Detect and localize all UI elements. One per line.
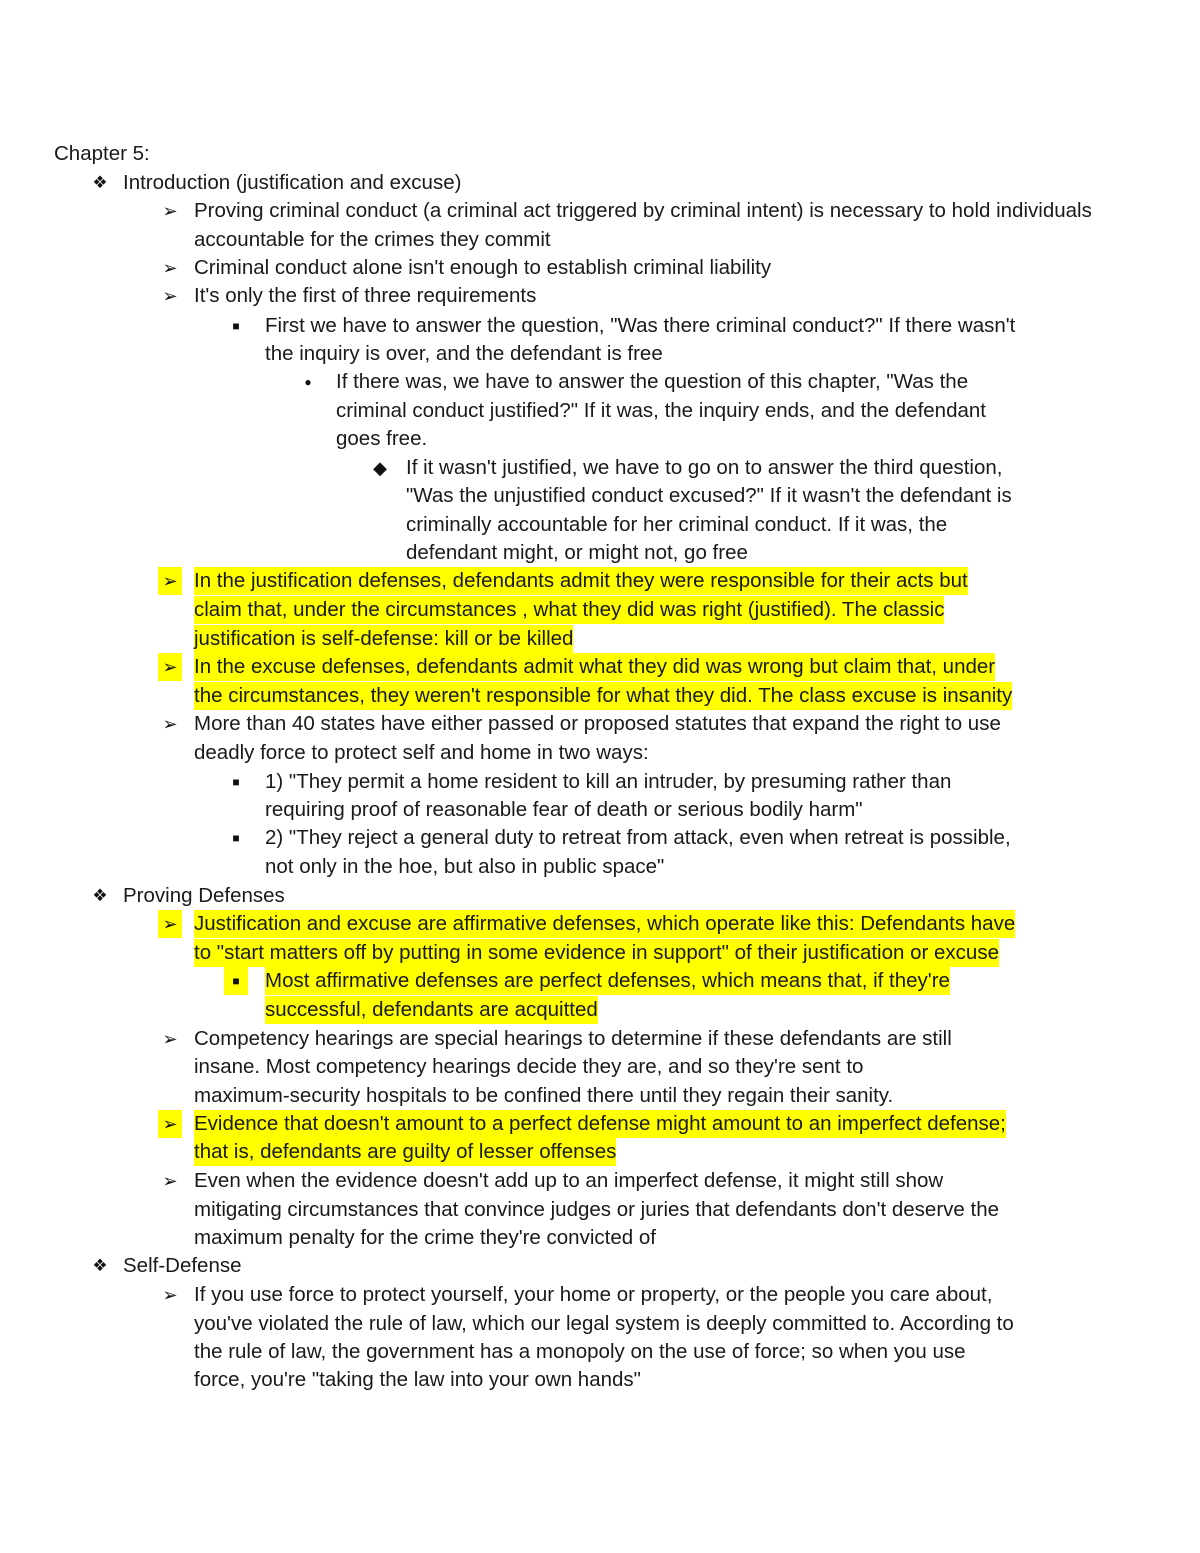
- list-item-line: Proving criminal conduct (a criminal act triggered by criminal intent) is necessary to hold individuals: [194, 199, 1092, 222]
- arrow-bullet-icon: ➢: [162, 1029, 178, 1049]
- list-item-line: goes free.: [336, 427, 428, 450]
- arrow-bullet-icon: ➢: [162, 258, 178, 278]
- list-item-line: maximum penalty for the crime they're convicted of: [194, 1226, 656, 1249]
- list-item-line: the rule of law, the government has a monopoly on the use of force; so when you use: [194, 1340, 966, 1363]
- list-item-line: If it wasn't justified, we have to go on to answer the third question,: [406, 456, 1003, 479]
- diamond-filled-bullet-icon: ◆: [373, 458, 387, 478]
- diamond-bullet-icon: ❖: [92, 1256, 108, 1275]
- list-item-line: maximum-security hospitals to be confined there until they regain their sanity.: [194, 1084, 894, 1107]
- arrow-bullet-icon: ➢: [158, 1110, 182, 1138]
- list-item-line: the inquiry is over, and the defendant is free: [265, 342, 663, 365]
- arrow-bullet-icon: ➢: [158, 653, 182, 681]
- highlighted-line: successful, defendants are acquitted: [265, 996, 598, 1024]
- square-bullet-icon: ■: [224, 967, 248, 995]
- list-item-line: you've violated the rule of law, which our legal system is deeply committed to. According to: [194, 1312, 1014, 1335]
- list-item-line: If there was, we have to answer the question of this chapter, "Was the: [336, 370, 969, 393]
- highlighted-line: that is, defendants are guilty of lesser offenses: [194, 1138, 616, 1166]
- list-item-line: More than 40 states have either passed or proposed statutes that expand the right to use: [194, 712, 1001, 735]
- highlighted-line: In the justification defenses, defendants admit they were responsible for their acts but: [194, 567, 968, 595]
- arrow-bullet-icon: ➢: [158, 910, 182, 938]
- highlighted-line: Justification and excuse are affirmative defenses, which operate like this: Defendants have: [194, 910, 1015, 938]
- circle-bullet-icon: ●: [304, 375, 312, 389]
- arrow-bullet-icon: ➢: [162, 1285, 178, 1305]
- arrow-bullet-icon: ➢: [162, 201, 178, 221]
- list-item-line: 1) "They permit a home resident to kill an intruder, by presuming rather than: [265, 770, 952, 793]
- arrow-bullet-icon: ➢: [162, 1171, 178, 1191]
- arrow-bullet-icon: ➢: [158, 567, 182, 595]
- list-item-line: Even when the evidence doesn't add up to an imperfect defense, it might still show: [194, 1169, 944, 1192]
- highlighted-line: the circumstances, they weren't responsible for what they did. The class excuse is insanity: [194, 682, 1012, 710]
- list-item-line: Competency hearings are special hearings to determine if these defendants are still: [194, 1027, 952, 1050]
- list-item-line: 2) "They reject a general duty to retreat from attack, even when retreat is possible,: [265, 826, 1011, 849]
- square-bullet-icon: ■: [232, 831, 240, 845]
- square-bullet-icon: ■: [232, 319, 240, 333]
- highlighted-line: In the excuse defenses, defendants admit what they did was wrong but claim that, under: [194, 653, 995, 681]
- page-title: Chapter 5:: [54, 142, 150, 165]
- list-item-line: Criminal conduct alone isn't enough to establish criminal liability: [194, 256, 772, 279]
- section-heading: Introduction (justification and excuse): [123, 171, 462, 194]
- arrow-bullet-icon: ➢: [162, 286, 178, 306]
- list-item-line: deadly force to protect self and home in two ways:: [194, 741, 649, 764]
- arrow-bullet-icon: ➢: [162, 714, 178, 734]
- highlighted-line: claim that, under the circumstances , what they did was right (justified). The classic: [194, 596, 944, 624]
- diamond-bullet-icon: ❖: [92, 886, 108, 905]
- section-heading: Proving Defenses: [123, 884, 285, 907]
- list-item-line: "Was the unjustified conduct excused?" If it wasn't the defendant is: [406, 484, 1012, 507]
- list-item-line: criminally accountable for her criminal conduct. If it was, the: [406, 513, 948, 536]
- list-item-line: accountable for the crimes they commit: [194, 228, 551, 251]
- list-item-line: First we have to answer the question, "Was there criminal conduct?" If there wasn't: [265, 314, 1016, 337]
- highlighted-line: Most affirmative defenses are perfect defenses, which means that, if they're: [265, 967, 950, 995]
- list-item-line: It's only the first of three requirements: [194, 284, 537, 307]
- list-item-line: insane. Most competency hearings decide they are, and so they're sent to: [194, 1055, 864, 1078]
- square-bullet-icon: ■: [232, 775, 240, 789]
- highlighted-line: justification is self-defense: kill or be killed: [194, 625, 573, 653]
- list-item-line: defendant might, or might not, go free: [406, 541, 748, 564]
- list-item-line: not only in the hoe, but also in public space": [265, 855, 665, 878]
- highlighted-line: to "start matters off by putting in some evidence in support" of their justification or excuse: [194, 939, 999, 967]
- list-item-line: If you use force to protect yourself, your home or property, or the people you care about,: [194, 1283, 993, 1306]
- diamond-bullet-icon: ❖: [92, 173, 108, 192]
- list-item-line: force, you're "taking the law into your own hands": [194, 1368, 641, 1391]
- list-item-line: mitigating circumstances that convince judges or juries that defendants don't deserve the: [194, 1198, 1000, 1221]
- list-item-line: criminal conduct justified?" If it was, the inquiry ends, and the defendant: [336, 399, 986, 422]
- list-item-line: requiring proof of reasonable fear of death or serious bodily harm": [265, 798, 863, 821]
- highlighted-line: Evidence that doesn't amount to a perfect defense might amount to an imperfect defense;: [194, 1110, 1006, 1138]
- section-heading: Self-Defense: [123, 1254, 242, 1277]
